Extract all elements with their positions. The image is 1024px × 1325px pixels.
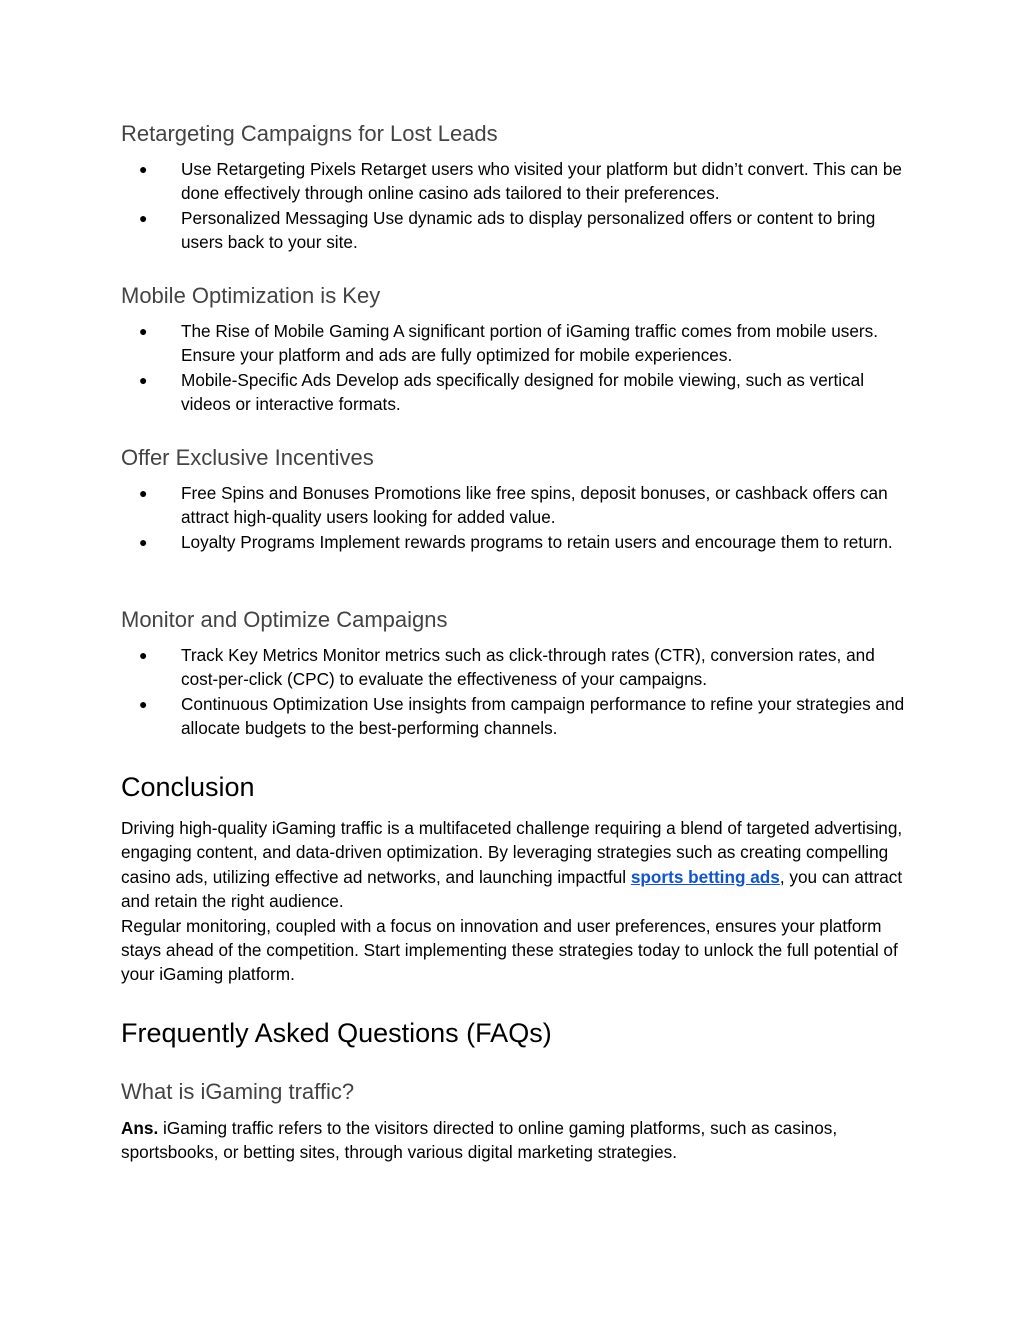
list-item: ● Continuous Optimization Use insights from campaign performance to refine your strategies and allocate budgets to the best-performing channels. — [139, 693, 905, 739]
list-item: ● Mobile-Specific Ads Develop ads specifically designed for mobile viewing, such as vertical videos or interactive formats. — [139, 369, 865, 415]
faq-heading: Frequently Asked Questions (FAQs) — [121, 1018, 552, 1048]
list-item: ● Track Key Metrics Monitor metrics such as click-through rates (CTR), conversion rates, and cost-per-click (CPC) to evaluate the effectiveness of your campaigns. — [139, 645, 875, 690]
list-item: ● Loyalty Programs Implement rewards programs to retain users and encourage them to return. — [121, 530, 911, 554]
list-item: ● The Rise of Mobile Gaming A significant portion of iGaming traffic comes from mobile users. Ensure your platform and ads are fully optimized for mobile experiences. — [139, 321, 879, 366]
faq-question-heading: What is iGaming traffic? — [121, 1079, 355, 1104]
bullet-list-mobile — [121, 319, 911, 417]
answer-label: Ans. — [121, 1118, 159, 1138]
bullet-icon: ● — [139, 371, 148, 388]
faq-answer: Ans. iGaming traffic refers to the visitors directed to online gaming platforms, such as casinos, sportsbooks, or betting sites, through various digital marketing strategies. — [121, 1118, 838, 1163]
bullet-icon: ● — [139, 209, 148, 226]
list-item: ● Personalized Messaging Use dynamic ads to display personalized offers or content to bring users back to your site. — [139, 207, 876, 253]
bullet-icon: ● — [139, 695, 148, 712]
conclusion-heading: Conclusion — [121, 772, 255, 802]
bullet-list-incentives — [121, 481, 911, 554]
section-heading-retargeting: Retargeting Campaigns for Lost Leads — [121, 121, 498, 146]
section-heading-mobile: Mobile Optimization is Key — [121, 283, 381, 308]
list-item: ● Use Retargeting Pixels Retarget users who visited your platform but didn’t convert. This can be done effectively through online casino ads tailored to their preferences. — [139, 159, 902, 204]
section-heading-monitor: Monitor and Optimize Campaigns — [121, 607, 448, 632]
bullet-icon: ● — [139, 323, 148, 339]
bullet-icon: ● — [139, 533, 148, 550]
bullet-icon: ● — [139, 647, 148, 663]
list-item: ● Free Spins and Bonuses Promotions like free spins, deposit bonuses, or cashback offers can attract high-quality users looking for added value. — [139, 483, 888, 528]
conclusion-paragraph: Driving high-quality iGaming traffic is a multifaceted challenge requiring a blend of targeted advertising, engaging content, and data-driven optimization. By leveraging strategies such as creating compelling casino ads, utilizing effective ad networks, and launching impactful sports betting ads, you can attract and retain the right audience. Regular monitoring, coupled with a focus on innovation and user preferences, ensures your platform stays ahead of the competition. Start implementing these strategies today to unlock the full potential of your iGaming platform. — [121, 818, 903, 985]
bullet-icon: ● — [139, 161, 148, 177]
bullet-list-retargeting — [121, 157, 911, 255]
sports-betting-ads-link[interactable]: sports betting ads — [630, 866, 780, 887]
bullet-icon: ● — [139, 485, 148, 501]
bullet-list-monitor — [121, 643, 911, 741]
section-heading-incentives: Offer Exclusive Incentives — [121, 445, 374, 470]
